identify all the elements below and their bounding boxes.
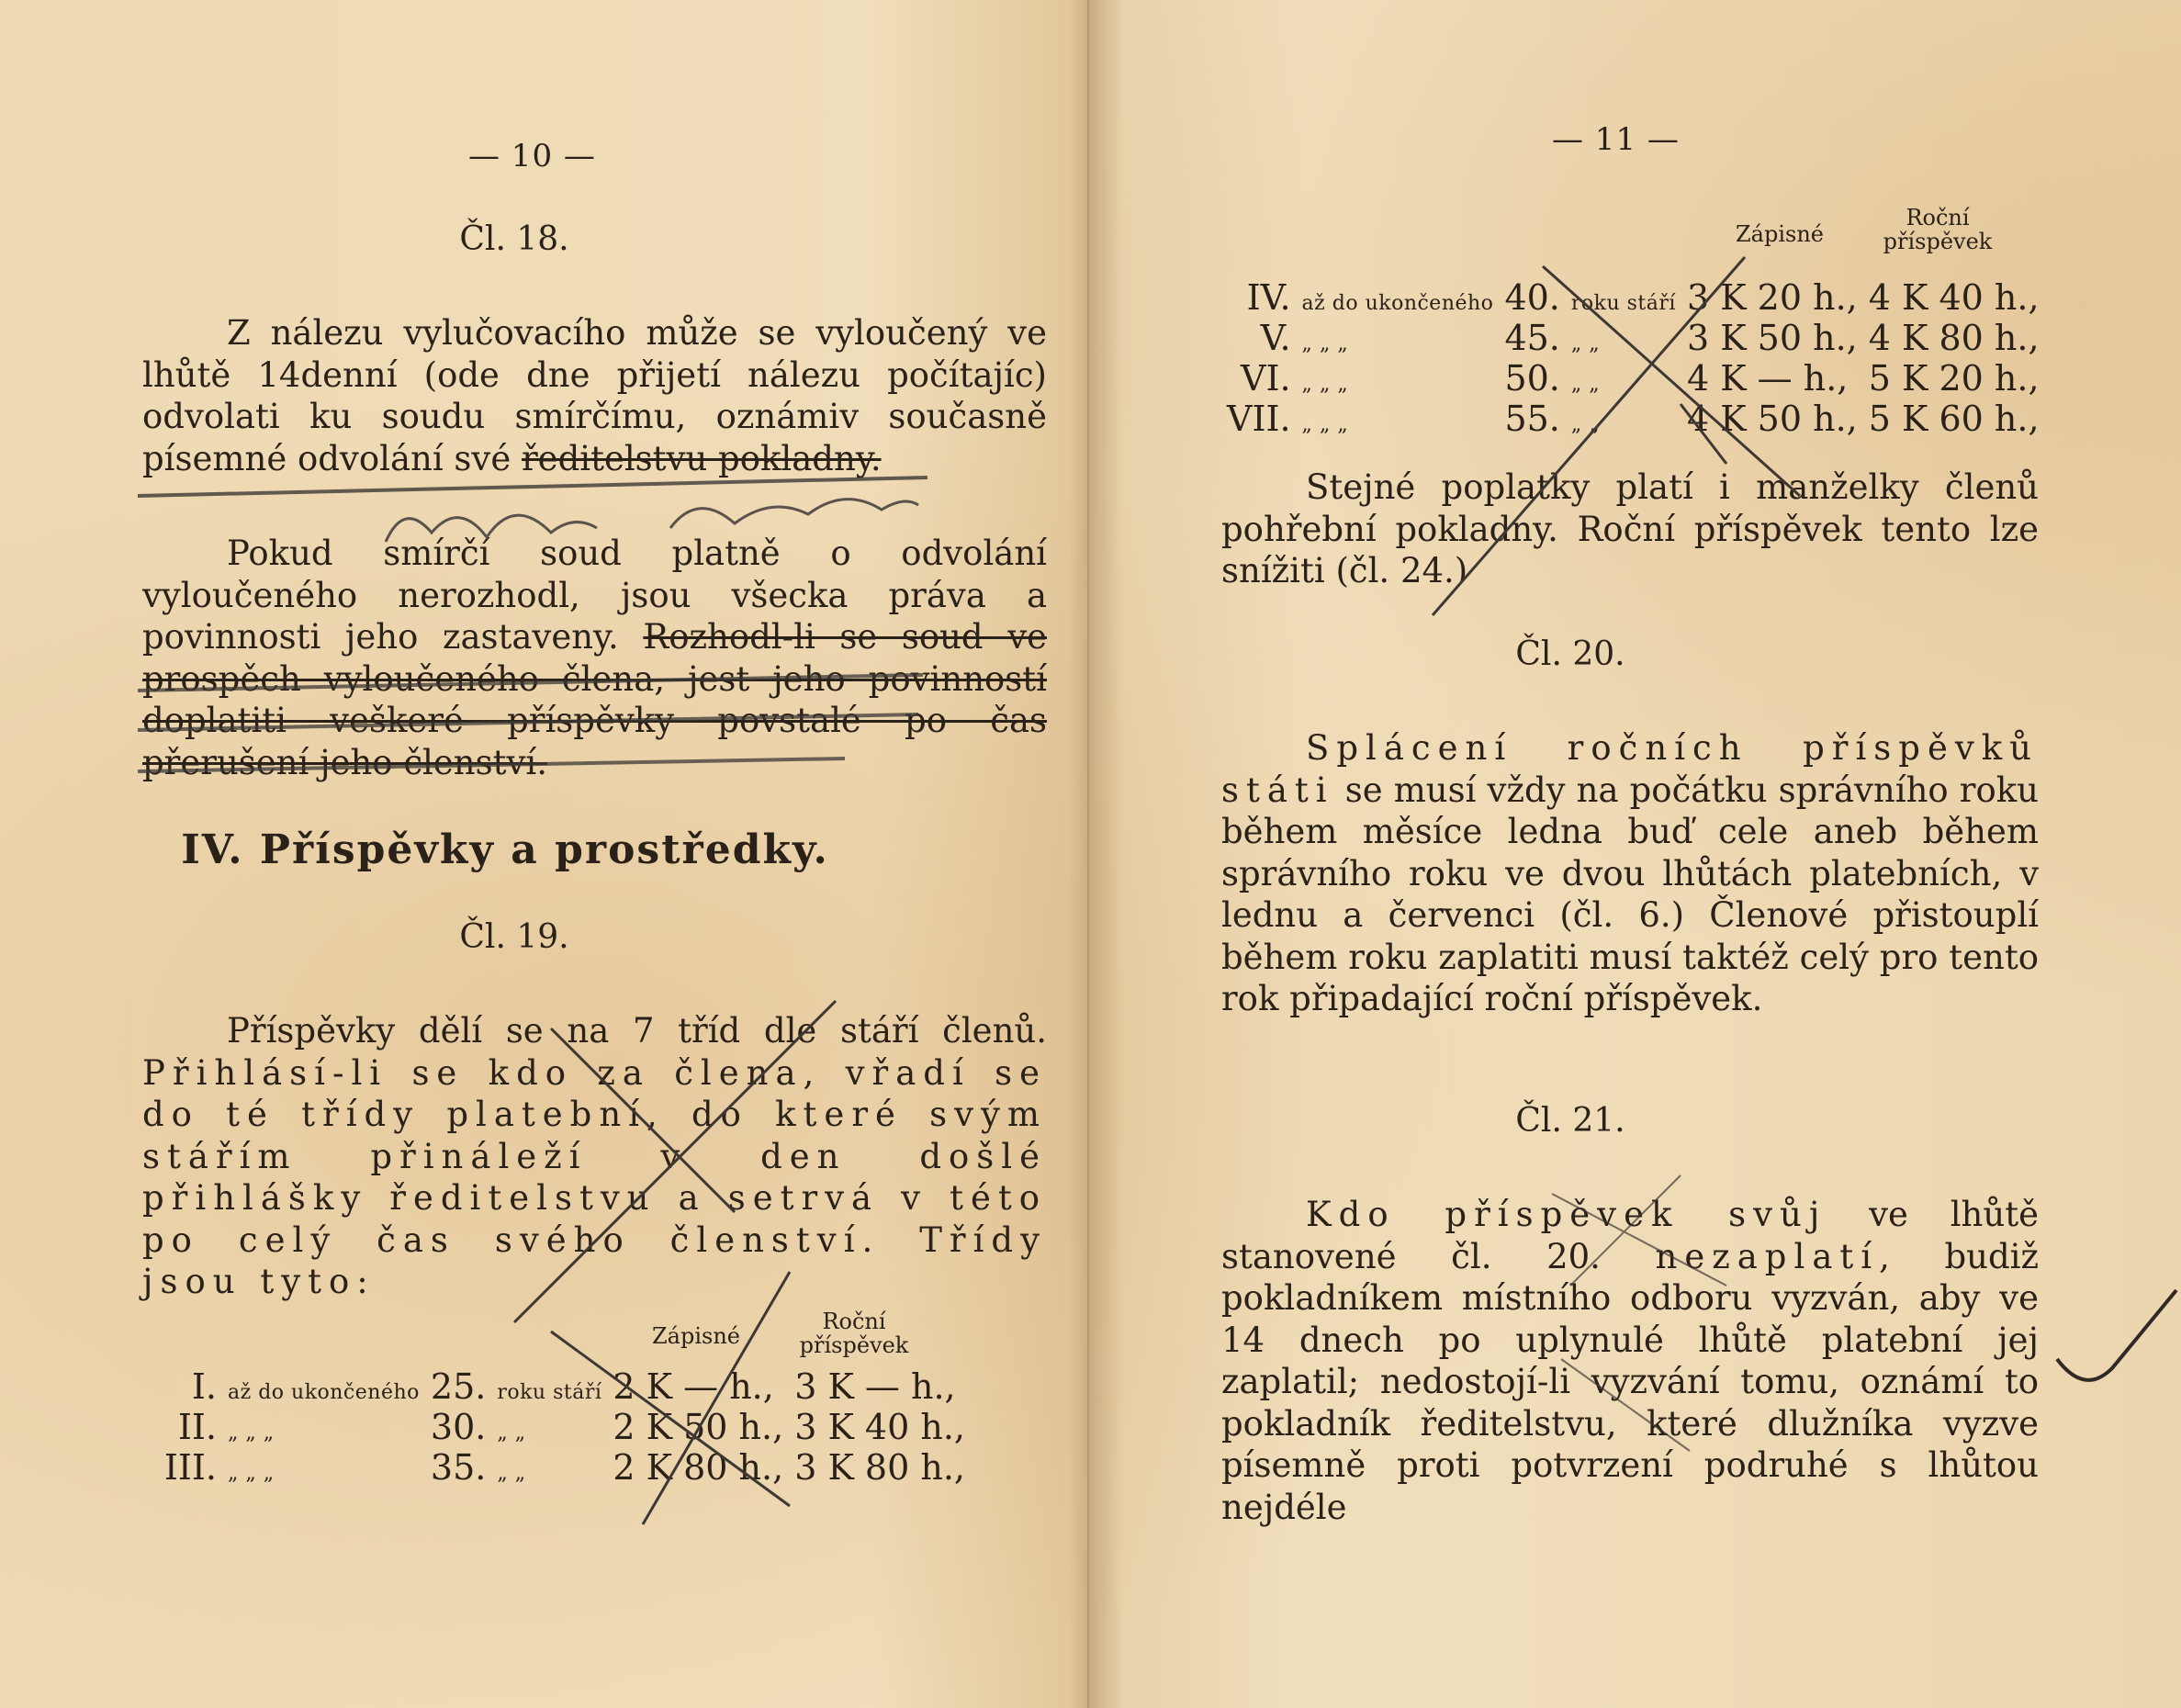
age-limit: 30. bbox=[430, 1407, 487, 1447]
article-18-heading: Čl. 18. bbox=[459, 220, 569, 258]
rocni-value: 5 K 20 h., bbox=[1868, 358, 2040, 399]
age-limit: 35. bbox=[430, 1447, 487, 1488]
zapisne-value: 3 K 50 h., bbox=[1686, 318, 1858, 358]
age-suffix: „ „ bbox=[497, 1421, 526, 1444]
struck-text: Rozhodl-li se soud ve prospěch vyloučeného člena, jest jeho povinností doplatiti veškeré příspěvky povstalé po čas přerušení jeho členství. bbox=[142, 617, 1047, 782]
class-number: VI. bbox=[1241, 358, 1291, 399]
fee-row bbox=[1221, 318, 2045, 358]
class-number: II. bbox=[177, 1407, 217, 1447]
age-limit: 45. bbox=[1504, 318, 1560, 358]
age-prefix: „ „ „ bbox=[1301, 373, 1349, 396]
age-limit: 25. bbox=[430, 1366, 487, 1407]
zapisne-value: 4 K 50 h., bbox=[1686, 399, 1858, 439]
fee-row bbox=[1221, 277, 2045, 318]
age-prefix: „ „ „ bbox=[1301, 413, 1349, 436]
article-21-heading: Čl. 21. bbox=[1515, 1102, 1625, 1140]
age-suffix: roku stáří bbox=[1570, 292, 1676, 315]
age-prefix: až do ukončeného bbox=[1301, 292, 1494, 315]
column-header-zapisne: Zápisné bbox=[652, 1323, 740, 1349]
fee-table-left bbox=[156, 1366, 971, 1488]
fee-row bbox=[1221, 399, 2045, 439]
age-suffix: „ „ bbox=[497, 1462, 526, 1485]
class-number: VII. bbox=[1227, 399, 1291, 439]
zapisne-value: 2 K 80 h., bbox=[613, 1447, 784, 1488]
section-title: IV. Příspěvky a prostředky. bbox=[181, 826, 829, 873]
left-page bbox=[119, 0, 1047, 1708]
age-limit: 40. bbox=[1504, 277, 1560, 318]
article-18-paragraph-2: Pokud smírčí soud platně o odvolání vyloučeného nerozhodl, jsou všecka práva a povinnosti jeho zastaveny. Rozhodl-li se soud ve prospěch vyloučeného člena, jest jeho povinností doplatiti veškeré příspěvky povstalé po čas přerušení jeho členství. bbox=[142, 534, 1047, 782]
column-header-zapisne: Zápisné bbox=[1736, 221, 1824, 247]
column-header-rocni: Roční příspěvek bbox=[1883, 205, 1993, 254]
article-18-paragraph-1: Z nálezu vylučovacího může se vyloučený ve lhůtě 14denní (ode dne přijetí nálezu počítajíc) odvolati ku soudu smírčímu, oznámiv současně písemné odvolání své ředitelstvu pokladny. bbox=[142, 313, 1047, 478]
age-suffix: „ „ bbox=[1570, 413, 1601, 436]
column-header-rocni: Roční příspěvek bbox=[799, 1309, 909, 1358]
class-number: IV. bbox=[1246, 277, 1291, 318]
age-limit: 55. bbox=[1504, 399, 1560, 439]
age-suffix: roku stáří bbox=[497, 1381, 602, 1404]
zapisne-value: 2 K 50 h., bbox=[613, 1407, 784, 1447]
rocni-value: 4 K 40 h., bbox=[1868, 277, 2040, 318]
class-number: V. bbox=[1260, 318, 1291, 358]
age-prefix: „ „ „ bbox=[1301, 332, 1349, 355]
page-number-right: — 11 — bbox=[1552, 121, 1680, 158]
rocni-value: 3 K 40 h., bbox=[794, 1407, 965, 1447]
article-20-heading: Čl. 20. bbox=[1515, 635, 1625, 673]
article-21-paragraph: Kdo příspěvek svůj ve lhůtě stanovené čl. 20. nezaplatí, budiž pokladníkem místního odboru vyzván, aby ve 14 dnech po uplynulé lhůtě platební jej zaplatil; nedostojí-li vyzvání tomu, oznámí to pokladník ředitelstvu, které dlužníka vyzve písemně proti potvrzení podruhé s lhůtou nejdéle bbox=[1221, 1195, 2039, 1527]
fees-note-paragraph: Stejné poplatky platí i manželky členů pohřební pokladny. Roční příspěvek tento lze snížiti (čl. 24.) bbox=[1221, 467, 2039, 590]
age-prefix: „ „ „ bbox=[228, 1462, 275, 1485]
right-page bbox=[1194, 0, 2039, 1708]
fee-row bbox=[156, 1447, 971, 1488]
rocni-value: 5 K 60 h., bbox=[1868, 399, 2040, 439]
rocni-value: 3 K 80 h., bbox=[794, 1447, 965, 1488]
rocni-value: 3 K — h., bbox=[794, 1366, 956, 1407]
age-limit: 50. bbox=[1504, 358, 1560, 399]
fee-row bbox=[1221, 358, 2045, 399]
zapisne-value: 3 K 20 h., bbox=[1686, 277, 1858, 318]
fee-row bbox=[156, 1407, 971, 1447]
article-19-paragraph: Příspěvky dělí se na 7 tříd dle stáří členů. Přihlásí-li se kdo za člena, vřadí se do té třídy platební, do které svým stářím přináleží v den došlé přihlášky ředitelstvu a setrvá v této po celý čas svého členství. Třídy jsou tyto: bbox=[142, 1011, 1047, 1301]
check-mark bbox=[2057, 1290, 2176, 1380]
class-number: I. bbox=[191, 1366, 217, 1407]
age-suffix: „ „ bbox=[1570, 332, 1601, 355]
zapisne-value: 4 K — h., bbox=[1686, 358, 1849, 399]
zapisne-value: 2 K — h., bbox=[613, 1366, 774, 1407]
page-number-left: — 10 — bbox=[468, 138, 596, 174]
article-19-heading: Čl. 19. bbox=[459, 918, 569, 956]
age-prefix: „ „ „ bbox=[228, 1421, 275, 1444]
fee-table-right bbox=[1221, 277, 2045, 439]
age-suffix: „ „ bbox=[1570, 373, 1601, 396]
class-number: III. bbox=[163, 1447, 217, 1488]
rocni-value: 4 K 80 h., bbox=[1868, 318, 2040, 358]
age-prefix: až do ukončeného bbox=[228, 1381, 420, 1404]
struck-text: ředitelstvu pokladny. bbox=[521, 438, 882, 478]
fee-row bbox=[156, 1366, 971, 1407]
article-20-paragraph: Splácení ročních příspěvků státi se musí vždy na počátku správního roku během měsíce ledna buď cele aneb během správního roku ve dvou lhůtách platebních, v lednu a červenci (čl. 6.) Členové přistouplí během roku zaplatiti musí taktéž celý pro tento rok připadající roční příspěvek. bbox=[1221, 728, 2039, 1018]
